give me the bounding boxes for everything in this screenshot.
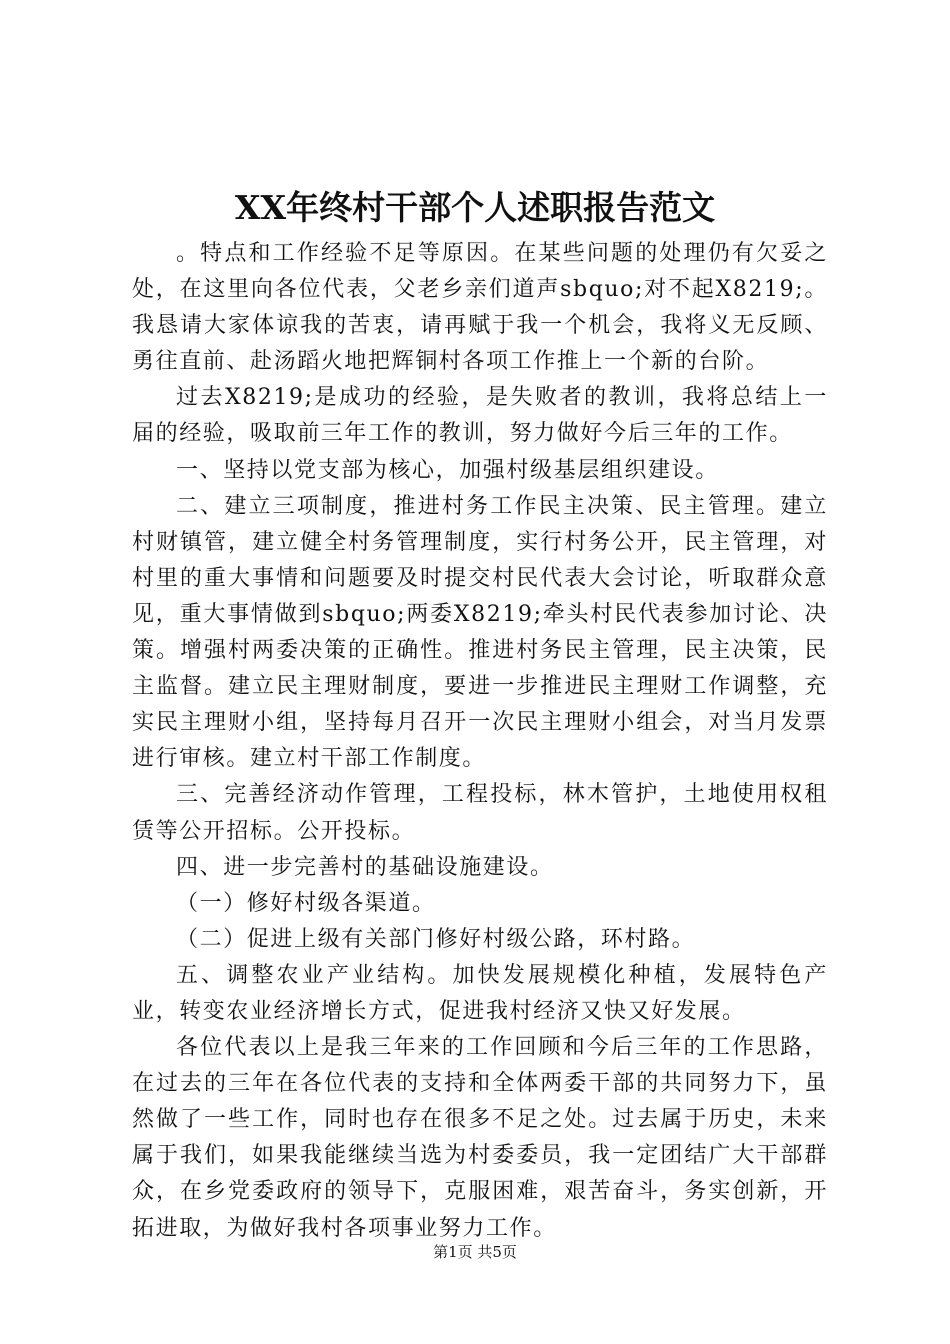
paragraph: 五、调整农业产业结构。加快发展规模化种植，发展特色产业，转变农业经济增长方式，促进我村经济又快又好发展。 [132, 962, 828, 1024]
paragraph: 。特点和工作经验不足等原因。在某些问题的处理仍有欠妥之处，在这里向各位代表，父老乡亲们道声sbquo;对不起X8219;。我恳请大家体谅我的苦衷，请再赋于我一个机会，我将义无反顾、勇往直前、赴汤蹈火地把辉铜村各项工作推上一个新的台阶。 [132, 241, 828, 375]
document-body [132, 236, 828, 1247]
paragraph: 过去X8219;是成功的经验，是失败者的教训，我将总结上一届的经验，吸取前三年工作的教训，努力做好今后三年的工作。 [132, 385, 828, 447]
document-title: XX年终村干部个人述职报告范文 [234, 188, 716, 227]
paragraph: （一）修好村级各渠道。 [176, 890, 436, 916]
paragraph: 二、建立三项制度，推进村务工作民主决策、民主管理。建立村财镇管，建立健全村务管理制度，实行村务公开，民主管理，对村里的重大事情和问题要及时提交村民代表大会讨论，听取群众意见，重大事情做到sbquo;两委X8219;牵头村民代表参加讨论、决策。增强村两委决策的正确性。推进村务民主管理，民主决策，民主监督。建立民主理财制度，要进一步推进民主理财工作调整，充实民主理财小组，坚持每月召开一次民主理财小组会，对当月发票进行审核。建立村干部工作制度。 [132, 493, 828, 772]
paragraph: 四、进一步完善村的基础设施建设。 [176, 854, 554, 880]
page-number-footer: 第1页 共5页 [433, 1243, 517, 1261]
paragraph: 三、完善经济动作管理，工程投标，林木管护，土地使用权租赁等公开招标。公开投标。 [132, 782, 828, 844]
paragraph: 各位代表以上是我三年来的工作回顾和今后三年的工作思路，在过去的三年在各位代表的支持和全体两委干部的共同努力下，虽然做了一些工作，同时也存在很多不足之处。过去属于历史，未来属于我们，如果我能继续当选为村委委员，我一定团结广大干部群众，在乡党委政府的领导下，克服困难，艰苦奋斗，务实创新，开拓进取，为做好我村各项事业努力工作。 [132, 1035, 828, 1241]
paragraph: 一、坚持以党支部为核心，加强村级基层组织建设。 [176, 457, 719, 483]
paragraph: （二）促进上级有关部门修好村级公路，环村路。 [176, 926, 696, 952]
